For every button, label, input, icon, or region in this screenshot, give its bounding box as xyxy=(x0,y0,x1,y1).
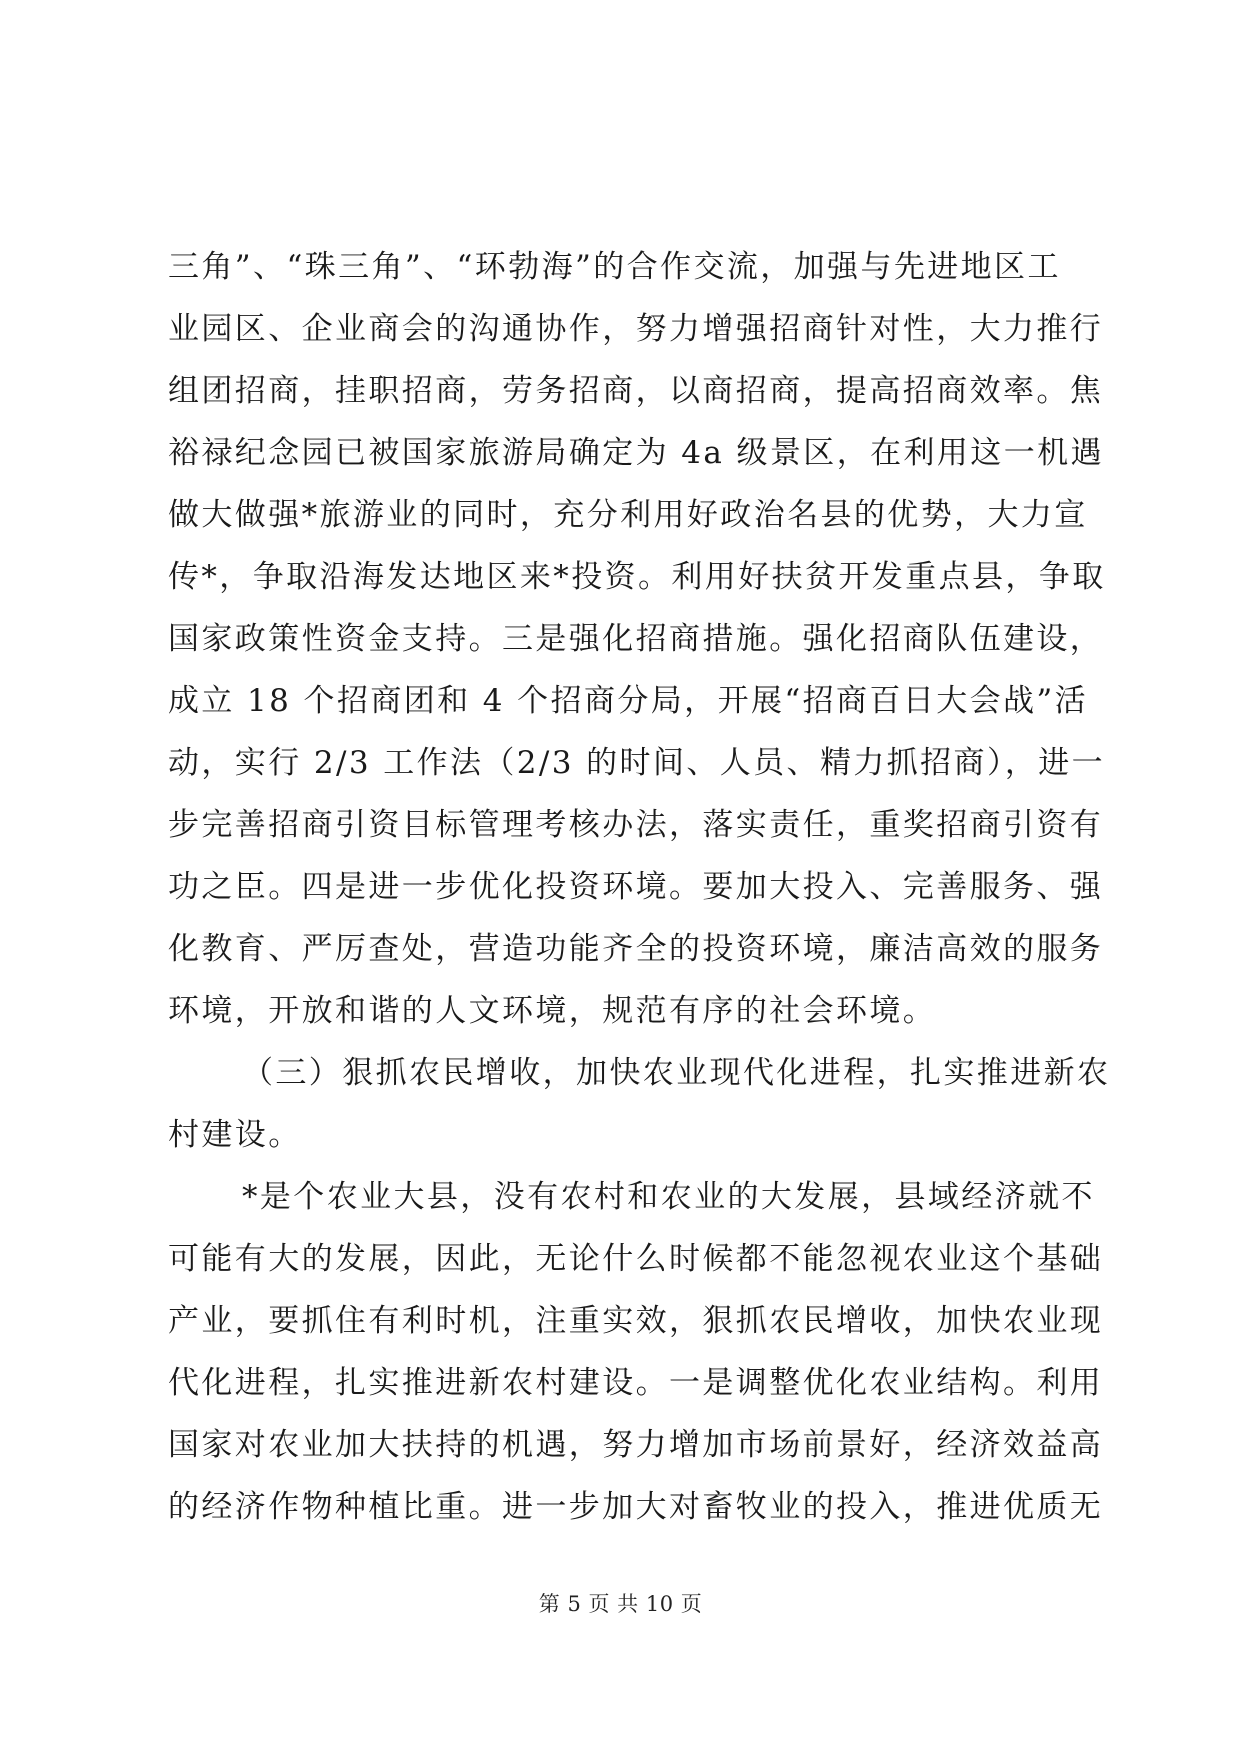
text-line: 国家对农业加大扶持的机遇，努力增加市场前景好，经济效益高 xyxy=(168,1427,1104,1463)
text-line: 国家政策性资金支持。三是强化招商措施。强化招商队伍建设， xyxy=(168,621,1104,657)
heading-line: 村建设。 xyxy=(168,1117,302,1153)
text-line: 化教育、严厉查处，营造功能齐全的投资环境，廉洁高效的服务 xyxy=(168,931,1104,967)
text-line: 传*，争取沿海发达地区来*投资。利用好扶贫开发重点县，争取 xyxy=(168,559,1106,595)
text-line: 步完善招商引资目标管理考核办法，落实责任，重奖招商引资有 xyxy=(168,807,1104,843)
text-line: 成立 18 个招商团和 4 个招商分局，开展“招商百日大会战”活 xyxy=(168,683,1089,719)
text-line: 的经济作物种植比重。进一步加大对畜牧业的投入，推进优质无 xyxy=(168,1489,1104,1525)
text-line: 代化进程，扎实推进新农村建设。一是调整优化农业结构。利用 xyxy=(168,1365,1104,1401)
text-line: 产业，要抓住有利时机，注重实效，狠抓农民增收，加快农业现 xyxy=(168,1303,1104,1339)
text-line: 做大做强*旅游业的同时，充分利用好政治名县的优势，大力宣 xyxy=(168,497,1088,533)
body-text xyxy=(168,236,1111,1538)
text-line: *是个农业大县，没有农村和农业的大发展，县域经济就不 xyxy=(242,1179,1095,1215)
paragraph-continuation xyxy=(168,236,1106,1042)
text-line: 功之臣。四是进一步优化投资环境。要加大投入、完善服务、强 xyxy=(168,869,1104,905)
section-heading xyxy=(168,1042,1111,1166)
page-number-footer: 第 5 页 共 10 页 xyxy=(538,1592,703,1616)
text-line: 可能有大的发展，因此，无论什么时候都不能忽视农业这个基础 xyxy=(168,1241,1104,1277)
text-line: 三角”、“珠三角”、“环勃海”的合作交流，加强与先进地区工 xyxy=(168,249,1061,285)
paragraph-body xyxy=(168,1166,1104,1538)
text-line: 裕禄纪念园已被国家旅游局确定为 4a 级景区，在利用这一机遇 xyxy=(168,435,1104,471)
text-line: 环境，开放和谐的人文环境，规范有序的社会环境。 xyxy=(168,993,937,1029)
text-line: 组团招商，挂职招商，劳务招商，以商招商，提高招商效率。焦 xyxy=(168,373,1104,409)
text-line: 业园区、企业商会的沟通协作，努力增强招商针对性，大力推行 xyxy=(168,311,1104,347)
text-line: 动，实行 2/3 工作法（2/3 的时间、人员、精力抓招商），进一 xyxy=(168,745,1106,781)
heading-line: （三）狠抓农民增收，加快农业现代化进程，扎实推进新农 xyxy=(242,1055,1111,1091)
